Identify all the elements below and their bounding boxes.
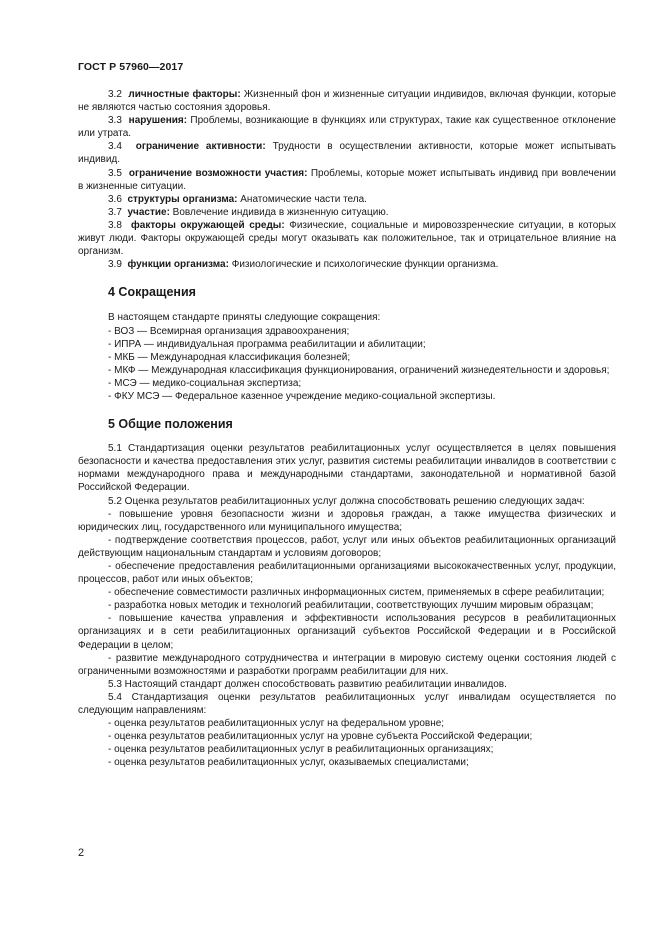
paragraph-5-4: 5.4 Стандартизация оценки результатов реабилитационных услуг инвалидам осуществляется по следующим направлениям: — [78, 691, 616, 717]
task-item: - развитие международного сотрудничества и интеграции в мировую систему оценки состояния людей с ограниченными возможностями и разработки программ реабилитации для них. — [78, 652, 616, 677]
definition-text: Вовлечение индивида в жизненную ситуацию. — [169, 206, 389, 218]
abbreviation-item: - ВОЗ — Всемирная организация здравоохранения; — [108, 325, 350, 337]
section-4-heading: 4 Сокращения — [108, 285, 196, 300]
definition-term: ограничение возможности участия: — [128, 167, 308, 179]
definition-3-7 — [78, 206, 616, 219]
definition-text: Проблемы, которые может испытывать индивид при вовлечении в жизненные ситуации. — [78, 167, 616, 192]
task-item: - повышение качества управления и эффективности использования ресурсов в реабилитационных организациях и в сети реабилитационных организаций субъектов Российской Федерации и в Российской Федерации в целом; — [78, 613, 616, 651]
paragraph-5-2: 5.2 Оценка результатов реабилитационных услуг должна способствовать решению следующих задач: — [108, 495, 585, 507]
direction-item: - оценка результатов реабилитационных услуг в реабилитационных организациях; — [108, 744, 494, 756]
definition-term: ограничение активности: — [135, 141, 266, 153]
definition-3-2 — [78, 88, 616, 114]
paragraph-5-1: 5.1 Стандартизация оценки результатов реабилитационных услуг осуществляется в целях повышения безопасности и качества предоставления этих услуг, развития системы реабилитации инвалидов в соответствии с нормами международного права и международными стандартами, законодательной и нормативной базой Российской Федерации. — [78, 443, 616, 494]
direction-item: - оценка результатов реабилитационных услуг на федеральном уровне; — [108, 718, 445, 730]
definition-number: 3.7 — [108, 206, 122, 218]
definition-number: 3.2 — [108, 89, 122, 100]
abbreviation-item: - ИПРА — индивидуальная программа реабилитации и абилитации; — [108, 338, 426, 350]
definition-3-9 — [78, 258, 616, 271]
direction-item: - оценка результатов реабилитационных услуг на уровне субъекта Российской Федерации; — [108, 731, 533, 743]
section-5-heading: 5 Общие положения — [108, 417, 233, 432]
document-header: ГОСТ Р 57960—2017 — [78, 61, 184, 73]
abbreviation-item: - МКБ — Международная классификация болезней; — [108, 351, 351, 363]
task-item: - подтверждение соответствия процессов, работ, услуг или иных объектов реабилитационных организаций действующим национальным стандартам и условиям договоров; — [78, 534, 616, 559]
definition-text: Физические, социальные и мировоззренческие ситуации, в которых живут люди. Факторы окружающей среды могут оказывать как положительное, так и отрицательное влияние на организм. — [78, 219, 617, 258]
definition-3-8 — [78, 219, 616, 258]
definition-number: 3.5 — [108, 167, 122, 179]
definition-3-4 — [78, 140, 616, 166]
direction-item: - оценка результатов реабилитационных услуг, оказываемых специалистами; — [108, 757, 469, 769]
definition-number: 3.8 — [108, 219, 122, 231]
paragraph-5-3: 5.3 Настоящий стандарт должен способствовать развитию реабилитации инвалидов. — [108, 678, 507, 690]
definitions-list — [78, 88, 616, 271]
definition-term: функции организма: — [127, 259, 229, 271]
definition-term: участие: — [127, 206, 170, 218]
definition-term: нарушения: — [128, 115, 188, 127]
definition-number: 3.6 — [108, 193, 122, 205]
definition-number: 3.3 — [108, 115, 122, 127]
abbreviations-intro: В настоящем стандарте приняты следующие сокращения: — [108, 312, 381, 324]
definition-3-5 — [78, 167, 616, 193]
definition-text: Анатомические части тела. — [237, 193, 367, 205]
definition-text: Проблемы, возникающие в функциях или структурах, такие как существенное отклонение или утрата. — [78, 115, 616, 140]
abbreviation-item: - МСЭ — медико-социальная экспертиза; — [108, 377, 302, 389]
definition-text: Трудности в осуществлении активности, которые может испытывать индивид. — [78, 141, 617, 166]
task-item: - обеспечение совместимости различных информационных систем, применяемых в сфере реабилитации; — [108, 587, 605, 599]
general-provisions-section — [78, 442, 616, 769]
definition-3-3 — [78, 114, 616, 140]
task-item: - разработка новых методик и технологий реабилитации, соответствующих лучшим мировым образцам; — [108, 600, 594, 612]
task-item: - повышение уровня безопасности жизни и здоровья граждан, а также имущества физических и юридических лиц, государственного или муниципального имущества; — [78, 508, 616, 533]
definition-term: личностные факторы: — [128, 89, 241, 100]
definition-text: Физиологические и психологические функции организма. — [228, 259, 499, 271]
abbreviation-item: - МКФ — Международная классификация функционирования, ограничений жизнедеятельности и здоровья; — [108, 364, 610, 376]
definition-3-6 — [78, 193, 616, 206]
page-number: 2 — [78, 847, 85, 859]
abbreviation-item: - ФКУ МСЭ — Федеральное казенное учреждение медико-социальной экспертизы. — [108, 390, 496, 402]
definition-text: Жизненный фон и жизненные ситуации индивидов, включая функции, которые не являются частью состояния здоровья. — [78, 89, 617, 114]
page-content — [78, 88, 616, 770]
definition-term: структуры организма: — [127, 193, 238, 205]
definition-number: 3.4 — [108, 141, 122, 153]
definition-term: факторы окружающей среды: — [131, 219, 285, 231]
abbreviations-section — [78, 311, 616, 403]
task-item: - обеспечение предоставления реабилитационными организациями высококачественных услуг, продукции, процессов, работ или иных объектов; — [78, 561, 616, 586]
definition-number: 3.9 — [108, 259, 122, 271]
